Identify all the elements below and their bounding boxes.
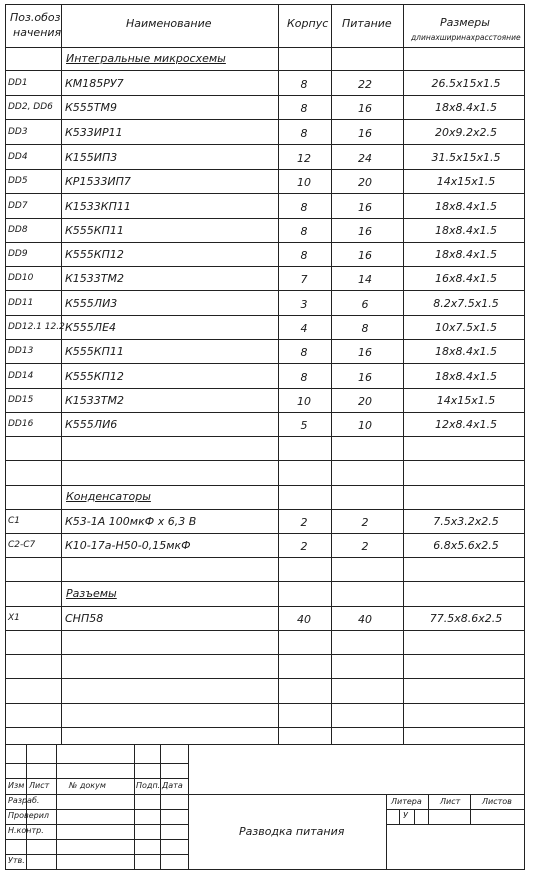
size-value: 18x8.4x1.5	[434, 101, 498, 114]
pos-designator: DD9	[8, 249, 28, 259]
row-divider	[5, 533, 525, 534]
row-divider	[5, 485, 525, 486]
row-divider	[5, 388, 525, 389]
component-name: СНП58	[65, 612, 104, 625]
document-title: Разводка питания	[239, 825, 345, 838]
power-value: 16	[358, 225, 372, 238]
tb-podp: Подп.	[136, 781, 161, 790]
size-value: 16x8.4x1.5	[434, 272, 498, 285]
case-value: 2	[300, 540, 308, 553]
pos-designator: X1	[8, 613, 20, 623]
component-name: К555ЛИ3	[65, 297, 118, 310]
tb-nkontr: Н.контр.	[8, 826, 44, 835]
case-value: 8	[300, 249, 308, 262]
size-value: 7.5x3.2x2.5	[433, 515, 499, 528]
component-name: К155ИП3	[65, 151, 118, 164]
pos-designator: DD3	[8, 127, 28, 137]
case-value: 3	[300, 298, 308, 311]
size-value: 18x8.4x1.5	[434, 370, 498, 383]
section-conn: Разъемы	[66, 587, 117, 600]
power-value: 2	[361, 540, 369, 553]
power-value: 16	[358, 127, 372, 140]
header-size-sub: длинахширинахрасстояние	[411, 33, 521, 42]
tb-line	[470, 794, 471, 824]
tb-proveril: Проверил	[8, 811, 50, 820]
case-value: 10	[297, 395, 311, 408]
size-value: 6.8x5.6x2.5	[433, 539, 499, 552]
col-divider	[278, 4, 279, 744]
size-value: 8.2x7.5x1.5	[433, 297, 499, 310]
tb-date: Дата	[162, 781, 183, 790]
row-divider	[5, 509, 525, 510]
case-value: 8	[300, 102, 308, 115]
row-divider	[5, 412, 525, 413]
row-divider	[5, 630, 525, 631]
power-value: 14	[358, 273, 372, 286]
tb-line	[5, 794, 525, 795]
col-divider	[403, 4, 404, 744]
size-value: 18x8.4x1.5	[434, 248, 498, 261]
case-value: 2	[300, 516, 308, 529]
tb-list: Лист	[29, 781, 50, 790]
power-value: 16	[358, 346, 372, 359]
case-value: 8	[300, 127, 308, 140]
pos-designator: DD14	[8, 371, 34, 381]
size-value: 14x15x1.5	[436, 175, 496, 188]
component-name: К555КП11	[65, 224, 124, 237]
tb-line	[56, 744, 57, 870]
component-name: К555КП11	[65, 345, 124, 358]
power-value: 2	[361, 516, 369, 529]
size-value: 26.5x15x1.5	[431, 77, 501, 90]
tb-line	[399, 809, 400, 824]
case-value: 4	[300, 322, 308, 335]
pos-designator: C2-C7	[8, 540, 36, 550]
component-name: К1533ТМ2	[65, 394, 125, 407]
header-pos-line1: Поз.обоз	[10, 11, 61, 24]
pos-designator: DD16	[8, 419, 34, 429]
power-value: 16	[358, 201, 372, 214]
case-value: 7	[300, 273, 308, 286]
row-divider	[5, 727, 525, 728]
component-name: К1533КП11	[65, 200, 131, 213]
power-value: 22	[358, 78, 372, 91]
component-name: К555КП12	[65, 370, 124, 383]
component-name: К555ЛЕ4	[65, 321, 117, 334]
row-divider	[5, 678, 525, 679]
row-divider	[5, 290, 525, 291]
row-divider	[5, 557, 525, 558]
col-divider	[61, 4, 62, 744]
case-value: 10	[297, 176, 311, 189]
case-value: 8	[300, 371, 308, 384]
size-value: 77.5x8.6x2.5	[429, 612, 503, 625]
size-value: 10x7.5x1.5	[434, 321, 498, 334]
size-value: 18x8.4x1.5	[434, 345, 498, 358]
size-value: 12x8.4x1.5	[434, 418, 498, 431]
row-divider	[5, 703, 525, 704]
size-value: 20x9.2x2.5	[434, 126, 498, 139]
tb-sheets: Листов	[482, 797, 512, 806]
tb-line	[386, 794, 387, 870]
component-name: КМ185РУ7	[65, 77, 124, 90]
case-value: 12	[297, 152, 311, 165]
row-divider	[5, 95, 525, 96]
header-case: Корпус	[287, 17, 329, 30]
tb-line	[160, 744, 161, 870]
row-divider	[5, 339, 525, 340]
row-divider	[5, 169, 525, 170]
row-divider	[5, 581, 525, 582]
tb-line	[386, 809, 525, 810]
component-name: К10-17а-Н50-0,15мкФ	[65, 539, 191, 552]
component-name: К555ЛИ6	[65, 418, 118, 431]
tb-doc: № докум	[69, 781, 106, 790]
pos-designator: DD1	[8, 78, 28, 88]
power-value: 20	[358, 176, 372, 189]
size-value: 18x8.4x1.5	[434, 224, 498, 237]
row-divider	[5, 119, 525, 120]
tb-razrab: Разраб.	[8, 796, 40, 805]
tb-line	[428, 794, 429, 824]
case-value: 40	[297, 613, 311, 626]
power-value: 20	[358, 395, 372, 408]
row-divider	[5, 606, 525, 607]
size-value: 31.5x15x1.5	[431, 151, 501, 164]
pos-designator: DD10	[8, 273, 34, 283]
pos-designator: DD7	[8, 201, 28, 211]
power-value: 6	[361, 298, 369, 311]
section-ic: Интегральные микросхемы	[66, 52, 226, 65]
case-value: 8	[300, 201, 308, 214]
power-value: 40	[358, 613, 372, 626]
power-value: 16	[358, 249, 372, 262]
row-divider	[5, 70, 525, 71]
tb-line	[188, 744, 189, 870]
component-name: К53-1А 100мкФ х 6,3 В	[65, 515, 197, 528]
size-value: 14x15x1.5	[436, 394, 496, 407]
pos-designator: DD2, DD6	[8, 102, 53, 112]
tb-utv: Утв.	[8, 856, 25, 865]
power-value: 16	[358, 102, 372, 115]
component-name: К533ИР11	[65, 126, 123, 139]
pos-designator: DD4	[8, 152, 28, 162]
row-divider	[5, 315, 525, 316]
pos-designator: DD13	[8, 346, 34, 356]
case-value: 8	[300, 346, 308, 359]
power-value: 16	[358, 371, 372, 384]
component-name: КР1533ИП7	[65, 175, 131, 188]
tb-sheet: Лист	[440, 797, 461, 806]
tb-line	[26, 744, 27, 870]
pos-designator: DD12.1 12.2	[8, 322, 65, 332]
tb-line	[134, 744, 135, 870]
row-divider	[5, 144, 525, 145]
row-divider	[5, 193, 525, 194]
row-divider	[5, 654, 525, 655]
header-name: Наименование	[126, 17, 212, 30]
pos-designator: DD11	[8, 298, 34, 308]
tb-izm: Изм	[8, 781, 25, 790]
tb-lit-value: У	[403, 811, 408, 820]
pos-designator: DD15	[8, 395, 34, 405]
case-value: 8	[300, 78, 308, 91]
row-divider	[5, 436, 525, 437]
component-name: К1533ТМ2	[65, 272, 125, 285]
row-divider	[5, 218, 525, 219]
row-divider	[5, 47, 525, 48]
title-block-top	[5, 744, 525, 745]
row-divider	[5, 460, 525, 461]
col-divider	[331, 4, 332, 744]
component-name: К555ТМ9	[65, 101, 118, 114]
case-value: 5	[300, 419, 308, 432]
row-divider	[5, 266, 525, 267]
component-name: К555КП12	[65, 248, 124, 261]
header-pos-line2: начения	[13, 26, 62, 39]
header-power: Питание	[342, 17, 392, 30]
power-value: 10	[358, 419, 372, 432]
pos-designator: DD8	[8, 225, 28, 235]
tb-line	[414, 809, 415, 824]
case-value: 8	[300, 225, 308, 238]
header-size: Размеры	[440, 16, 490, 29]
power-value: 24	[358, 152, 372, 165]
size-value: 18x8.4x1.5	[434, 200, 498, 213]
pos-designator: C1	[8, 516, 21, 526]
pos-designator: DD5	[8, 176, 28, 186]
row-divider	[5, 363, 525, 364]
section-caps: Конденсаторы	[66, 490, 151, 503]
power-value: 8	[361, 322, 369, 335]
row-divider	[5, 242, 525, 243]
tb-litera: Литера	[391, 797, 422, 806]
tb-line	[386, 824, 525, 825]
